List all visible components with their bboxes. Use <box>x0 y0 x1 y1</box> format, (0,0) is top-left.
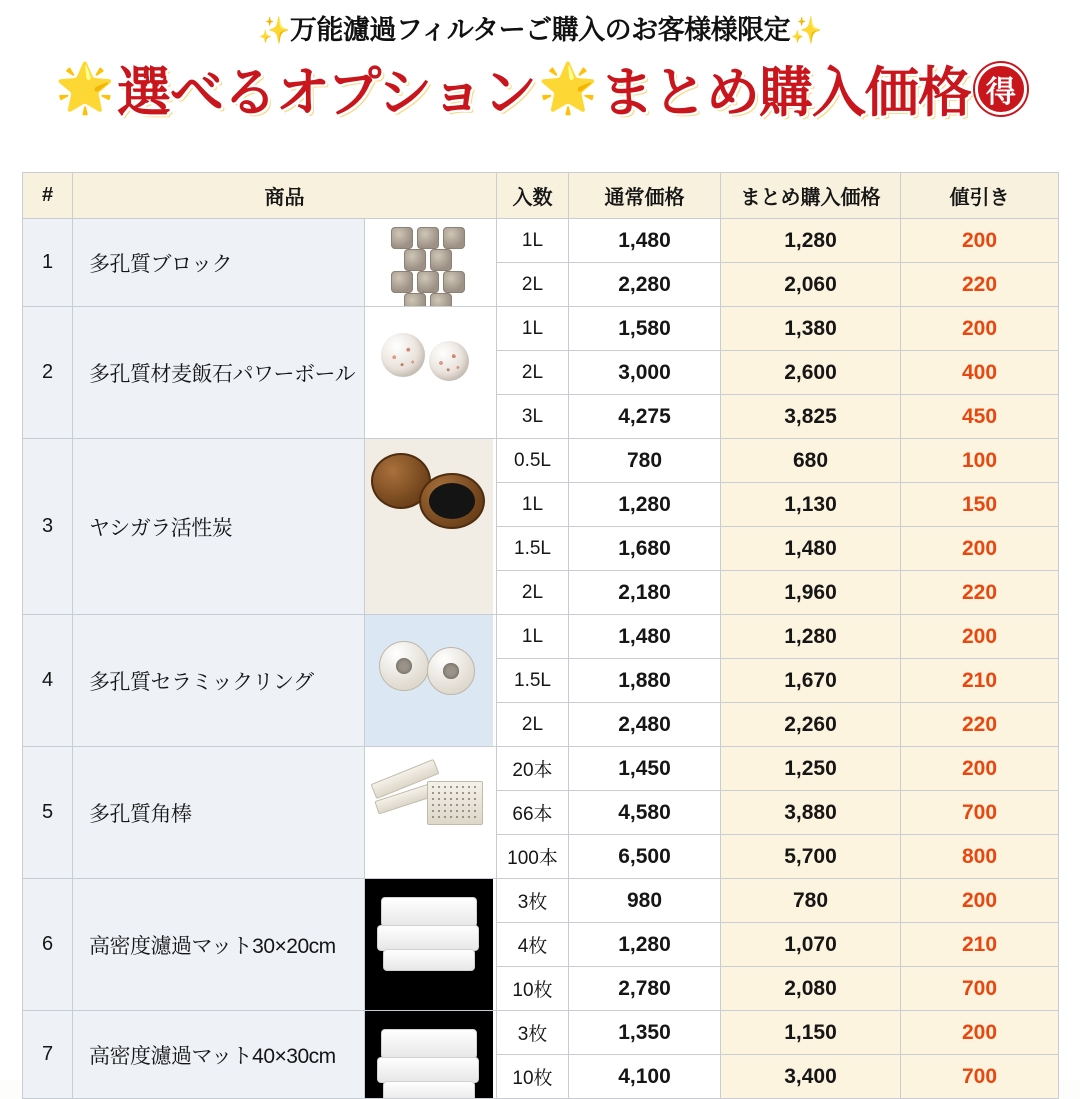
cell-regular-price: 4,580 <box>569 791 721 835</box>
table-row <box>23 615 1059 659</box>
sparkle-right-icon: ✨ <box>790 15 822 45</box>
cell-bulk-price: 1,960 <box>721 571 901 615</box>
cell-product-image <box>365 1011 497 1099</box>
col-header-product: 商品 <box>73 173 497 219</box>
title-options: 選べるオプション <box>116 63 537 124</box>
sparkle-left-icon: ✨ <box>257 15 290 45</box>
cell-quantity: 1L <box>497 615 569 659</box>
cell-bulk-price: 1,250 <box>721 747 901 791</box>
cell-discount: 700 <box>901 791 1059 835</box>
thumb-square-stick <box>365 747 493 878</box>
star-right-icon: 🌟 <box>538 61 598 115</box>
cell-bulk-price: 5,700 <box>721 835 901 879</box>
table-body <box>23 219 1059 1099</box>
thumb-power-ball <box>365 307 493 438</box>
table-row <box>23 747 1059 791</box>
cell-discount: 220 <box>901 571 1059 615</box>
cell-regular-price: 1,580 <box>569 307 721 351</box>
cell-discount: 220 <box>901 263 1059 307</box>
cell-regular-price: 1,280 <box>569 923 721 967</box>
cell-discount: 200 <box>901 615 1059 659</box>
cell-quantity: 66本 <box>497 791 569 835</box>
cell-regular-price: 1,280 <box>569 483 721 527</box>
cell-discount: 200 <box>901 747 1059 791</box>
cell-product-image <box>365 615 497 747</box>
cell-bulk-price: 3,400 <box>721 1055 901 1099</box>
cell-discount: 220 <box>901 703 1059 747</box>
cell-bulk-price: 3,825 <box>721 395 901 439</box>
cell-quantity: 1L <box>497 219 569 263</box>
cell-quantity: 100本 <box>497 835 569 879</box>
cell-bulk-price: 680 <box>721 439 901 483</box>
cell-bulk-price: 780 <box>721 879 901 923</box>
star-left-icon: 🌟 <box>55 61 115 115</box>
thumb-porous-block <box>365 219 493 306</box>
cell-quantity: 2L <box>497 263 569 307</box>
cell-quantity: 3枚 <box>497 1011 569 1055</box>
table-row <box>23 1011 1059 1055</box>
cell-quantity: 1L <box>497 483 569 527</box>
header-title-row <box>0 50 1080 127</box>
cell-regular-price: 1,450 <box>569 747 721 791</box>
toku-badge: 得 <box>975 63 1027 115</box>
cell-discount: 200 <box>901 219 1059 263</box>
cell-regular-price: 2,280 <box>569 263 721 307</box>
cell-discount: 200 <box>901 879 1059 923</box>
cell-bulk-price: 1,150 <box>721 1011 901 1055</box>
cell-bulk-price: 1,280 <box>721 615 901 659</box>
cell-regular-price: 780 <box>569 439 721 483</box>
cell-product-image <box>365 439 497 615</box>
table-header-row <box>23 173 1059 219</box>
cell-discount: 200 <box>901 527 1059 571</box>
cell-discount: 800 <box>901 835 1059 879</box>
table-row <box>23 439 1059 483</box>
table-row <box>23 879 1059 923</box>
cell-row-number: 6 <box>23 879 73 1011</box>
cell-regular-price: 2,180 <box>569 571 721 615</box>
col-header-discount: 値引き <box>901 173 1059 219</box>
price-table <box>22 172 1059 1099</box>
cell-bulk-price: 1,670 <box>721 659 901 703</box>
cell-bulk-price: 1,480 <box>721 527 901 571</box>
cell-row-number: 7 <box>23 1011 73 1099</box>
cell-bulk-price: 2,260 <box>721 703 901 747</box>
cell-bulk-price: 2,080 <box>721 967 901 1011</box>
cell-quantity: 10枚 <box>497 1055 569 1099</box>
cell-quantity: 2L <box>497 571 569 615</box>
table-row <box>23 219 1059 263</box>
cell-discount: 200 <box>901 307 1059 351</box>
cell-regular-price: 3,000 <box>569 351 721 395</box>
cell-regular-price: 6,500 <box>569 835 721 879</box>
col-header-bulk-price: まとめ購入価格 <box>721 173 901 219</box>
cell-product-name: 多孔質セラミックリング <box>73 615 365 747</box>
cell-product-name: 多孔質ブロック <box>73 219 365 307</box>
cell-discount: 200 <box>901 1011 1059 1055</box>
cell-quantity: 1.5L <box>497 659 569 703</box>
cell-regular-price: 2,780 <box>569 967 721 1011</box>
cell-bulk-price: 1,380 <box>721 307 901 351</box>
cell-quantity: 2L <box>497 703 569 747</box>
cell-row-number: 2 <box>23 307 73 439</box>
price-table-wrap <box>22 172 1058 1099</box>
cell-regular-price: 2,480 <box>569 703 721 747</box>
cell-product-name: 多孔質角棒 <box>73 747 365 879</box>
cell-discount: 400 <box>901 351 1059 395</box>
header-subtitle-text: 万能濾過フィルターご購入のお客様様限定 <box>289 15 791 45</box>
cell-row-number: 4 <box>23 615 73 747</box>
cell-bulk-price: 1,130 <box>721 483 901 527</box>
cell-discount: 210 <box>901 923 1059 967</box>
cell-quantity: 4枚 <box>497 923 569 967</box>
col-header-regular-price: 通常価格 <box>569 173 721 219</box>
cell-bulk-price: 1,280 <box>721 219 901 263</box>
cell-bulk-price: 1,070 <box>721 923 901 967</box>
cell-regular-price: 1,480 <box>569 615 721 659</box>
cell-discount: 210 <box>901 659 1059 703</box>
header <box>0 0 1080 127</box>
thumb-coconut-carbon <box>365 439 493 614</box>
cell-bulk-price: 3,880 <box>721 791 901 835</box>
thumb-ceramic-ring <box>365 615 493 746</box>
title-bulk-price: まとめ購入価格 <box>599 63 971 124</box>
col-header-number: # <box>23 173 73 219</box>
cell-row-number: 1 <box>23 219 73 307</box>
thumb-filter-mat <box>365 1011 493 1098</box>
cell-product-name: 高密度濾過マット40×30cm <box>73 1011 365 1099</box>
cell-quantity: 2L <box>497 351 569 395</box>
cell-regular-price: 4,100 <box>569 1055 721 1099</box>
cell-quantity: 10枚 <box>497 967 569 1011</box>
table-head <box>23 173 1059 219</box>
cell-quantity: 20本 <box>497 747 569 791</box>
cell-product-image <box>365 879 497 1011</box>
cell-regular-price: 1,880 <box>569 659 721 703</box>
cell-discount: 700 <box>901 1055 1059 1099</box>
cell-product-image <box>365 307 497 439</box>
cell-bulk-price: 2,060 <box>721 263 901 307</box>
cell-product-name: 高密度濾過マット30×20cm <box>73 879 365 1011</box>
cell-quantity: 3枚 <box>497 879 569 923</box>
cell-discount: 100 <box>901 439 1059 483</box>
cell-quantity: 1.5L <box>497 527 569 571</box>
header-subtitle <box>0 14 1080 46</box>
cell-regular-price: 4,275 <box>569 395 721 439</box>
cell-bulk-price: 2,600 <box>721 351 901 395</box>
cell-quantity: 0.5L <box>497 439 569 483</box>
table-row <box>23 307 1059 351</box>
cell-discount: 150 <box>901 483 1059 527</box>
cell-product-name: 多孔質材麦飯石パワーボール <box>73 307 365 439</box>
cell-regular-price: 1,350 <box>569 1011 721 1055</box>
cell-quantity: 1L <box>497 307 569 351</box>
cell-quantity: 3L <box>497 395 569 439</box>
cell-row-number: 5 <box>23 747 73 879</box>
cell-product-image <box>365 219 497 307</box>
cell-regular-price: 980 <box>569 879 721 923</box>
cell-regular-price: 1,680 <box>569 527 721 571</box>
thumb-filter-mat <box>365 879 493 1010</box>
cell-product-name: ヤシガラ活性炭 <box>73 439 365 615</box>
cell-regular-price: 1,480 <box>569 219 721 263</box>
cell-discount: 700 <box>901 967 1059 1011</box>
cell-row-number: 3 <box>23 439 73 615</box>
col-header-quantity: 入数 <box>497 173 569 219</box>
cell-product-image <box>365 747 497 879</box>
cell-discount: 450 <box>901 395 1059 439</box>
